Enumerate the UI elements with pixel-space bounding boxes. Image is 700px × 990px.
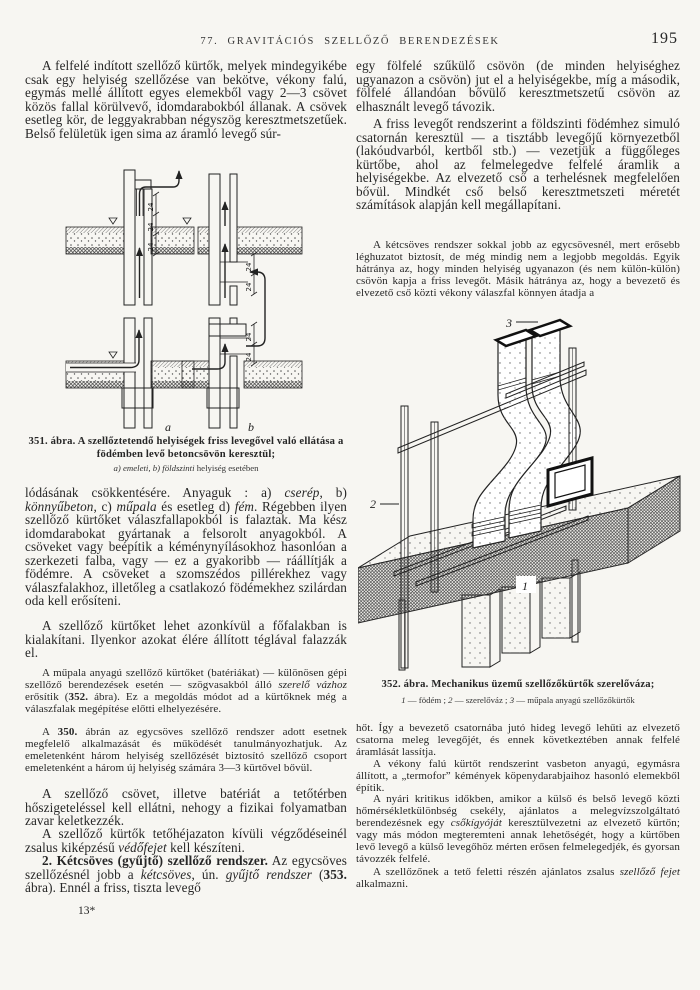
page-header-title: 77. GRAVITÁCIÓS SZELLŐZŐ BERENDEZÉSEK [200, 36, 500, 47]
svg-text:24: 24 [245, 282, 253, 292]
paragraph-smallprint: A szellőzőnek a tető feletti részén ajánlatos zsalus szellőző fejet alkalmazni. [356, 866, 680, 890]
paragraph: A szellőző kürtők tetőhéjazaton kívüli végződéseinél zsalus kiképzésű védőfejet kell készíteni. [25, 826, 347, 855]
svg-text:24: 24 [245, 352, 253, 362]
fig351-lower-slab-a [66, 352, 194, 408]
signature-mark: 13* [78, 905, 96, 917]
fig352-duct-top-rim [496, 330, 536, 346]
figure-351-label-b: b [248, 420, 254, 434]
paragraph-smallprint: A műpala anyagú szellőző kürtőket (batériákat) — különösen gépi szellőző berendezések esetén — szögvasakból álló szerelő vázhoz erősítik (352. ábra). Ez a megoldás módot ad a kürtőknek még a válaszfalak megépítése előtti elhelyezésére. [25, 667, 348, 715]
paragraph-smallprint: hőt. Így a bevezető csatornába jutó hideg levegő lehűti az elvezető csatorna meleg levegőjét, és ennek következtében annak felfelé áramlását lassítja. [356, 722, 680, 758]
fig351-walls-b-upper [209, 174, 237, 305]
svg-text:24: 24 [147, 242, 155, 252]
paragraph-smallprint: A vékony falú kürtőt rendszerint vasbeton anyagú, egymásra állított, a „termofor” kémények köpenydarabjaihoz hasonló elemekből építik. [356, 758, 680, 794]
paragraph: egy fölfelé szűkülő csövön (de minden helyiséghez ugyanazon a csövön) jut el a helyiségekbe, míg a második, fölfelé állandóan bővülő keresztmetszetű csövön az elhasznált levegő távozik. [356, 58, 680, 114]
paragraph: A szellőző csövet, illetve batériát a tetőtérben hőszigeteléssel kell ellátni, nehogy a fizikai folyamatban zavar keletkezzék. [25, 786, 347, 828]
figure-351-drawing [62, 166, 312, 434]
page-number: 195 [651, 30, 678, 47]
paragraph-smallprint: A 350. ábrán az egycsöves szellőző rendszer adott esetnek megfelelő alkalmazását és működését tanulmányozhatjuk. Az emeletenként három helyiség szellőzését biztosító szellőző csoport emeletenként a három új helyiség számára 3—3 kürtővel bővül. [25, 726, 347, 774]
figure-351-subcaption: a) emeleti, b) földszinti helyiség esetében [113, 463, 259, 473]
paragraph: A felfelé indított szellőző kürtők, melyek mindegyikébe csak egy helyiség szellőzése van bekötve, vékony falú, egymás mellé állított egyes elemekből vagy 2—3 csövet közös fallal körülvevő, idomdarabokból állanak. A csövek esetleg kör, de leggyakrabban négyszög keresztmetszetűek. Belső felületük igen sima az áramló levegő súr- [25, 58, 347, 141]
figure-352-caption: 352. ábra. Mechanikus üzemű szellőzőkürtők szerelőváza; [381, 679, 655, 690]
svg-text:24: 24 [245, 262, 253, 272]
paragraph-smallprint: A nyári kritikus időkben, amikor a külső és belső levegő közti hőmérsékletkülönbség csekély, ajánlatos a melegvízszolgáltató berendezésnek egy csőkígyóját keresztülvezetni az elvezető kürtőn; vagy más módon megteremteni annak lehetőségét, hogy a kürtőben levő levegő a külső levegőhöz mérten erősen felmelegedjék, és gyorsan távozzék felfelé. [356, 793, 680, 865]
figure-352-label-2: 2 [370, 497, 376, 511]
paragraph: A szellőző kürtőket lehet azonkívül a főfalakban is kialakítani. Ilyenkor azokat élére állított téglával falazzák el. [25, 618, 347, 660]
paragraph-smallprint: A kétcsöves rendszer sokkal jobb az egycsövesnél, mert erősebb léghuzatot biztosít, de még mindig nem a legjobb megoldás. Egyik hátránya az, hogy minden helyiség ugyanazon (és nem külön-külön) csövön kapja a friss levegőt. Másik hátránya az, hogy a bevezető és elvezető cső közti vékony válaszfal könnyen átadja a [356, 239, 680, 299]
fig351-airflow-arrow [140, 171, 180, 216]
figure-351-label-a: a [165, 420, 171, 434]
paragraph: 2. Kétcsöves (gyűjtő) szellőző rendszer. Az egycsöves szellőzésnél jobb a kétcsöves, ún. gyűjtő rendszer (353. ábra). Ennél a friss, tiszta levegő [25, 853, 347, 895]
fig351-upper-slab-a [66, 218, 302, 254]
fig351-walls-a-lower [124, 318, 152, 428]
figure-352-legend: 1 — födém ; 2 — szerelőváz ; 3 — műpala anyagú szellőzőkürtők [401, 695, 635, 705]
fig351-lower-slab-b [182, 361, 302, 408]
fig351-dimension-b-upper [245, 252, 257, 296]
figure-352-drawing [358, 310, 688, 676]
fig351-walls-a-upper [124, 170, 152, 305]
figure-352-label-1: 1 [522, 579, 528, 593]
figure-351-caption: 351. ábra. A szellőztetendő helyiségek friss levegővel való ellátása a födémben levő betoncsövön keresztül; [28, 436, 344, 460]
fig351-walls-b-lower [209, 318, 246, 428]
paragraph: A friss levegőt rendszerint a földszinti födémhez simuló csatornán keresztül — a tisztább levegőjű környezetből (lakóudvarból, kertből stb.) — vezetjük a függőleges kürtőbe, ahol az felmelegedve felfelé áramlik a helyiségekbe. Az elvezető cső a terhelésnek megfelelően bővül. Mindkét cső belső keresztmetszeti méretét számítások alapján kell megállapítani. [356, 116, 680, 212]
figure-352-label-3: 3 [506, 316, 512, 330]
fig351-dimension-b-lower [245, 322, 257, 366]
svg-text:24: 24 [147, 222, 155, 232]
paragraph: lódásának csökkentésére. Anyaguk : a) cserép, b) könnyűbeton, c) műpala és esetleg d) fém. Régebben ilyen szellőző kürtőket válaszfallapokból is falaztak. Ma kész idomdarabokat gyártanak a felsorolt anyagokból. A csöveket vagy beépítik a kéménynyílásokhoz hasonlóan a szerkezeti falba, vagy — ez a gyakoribb — ráállítják a födémre. A csöveket a szomszédos pillérekhez vagy válaszfalakhoz, illetőleg a csatlakozó födémekhez szilárdan oda kell erősíteni. [25, 485, 347, 608]
svg-text:24: 24 [147, 202, 155, 212]
svg-text:24: 24 [245, 332, 253, 342]
